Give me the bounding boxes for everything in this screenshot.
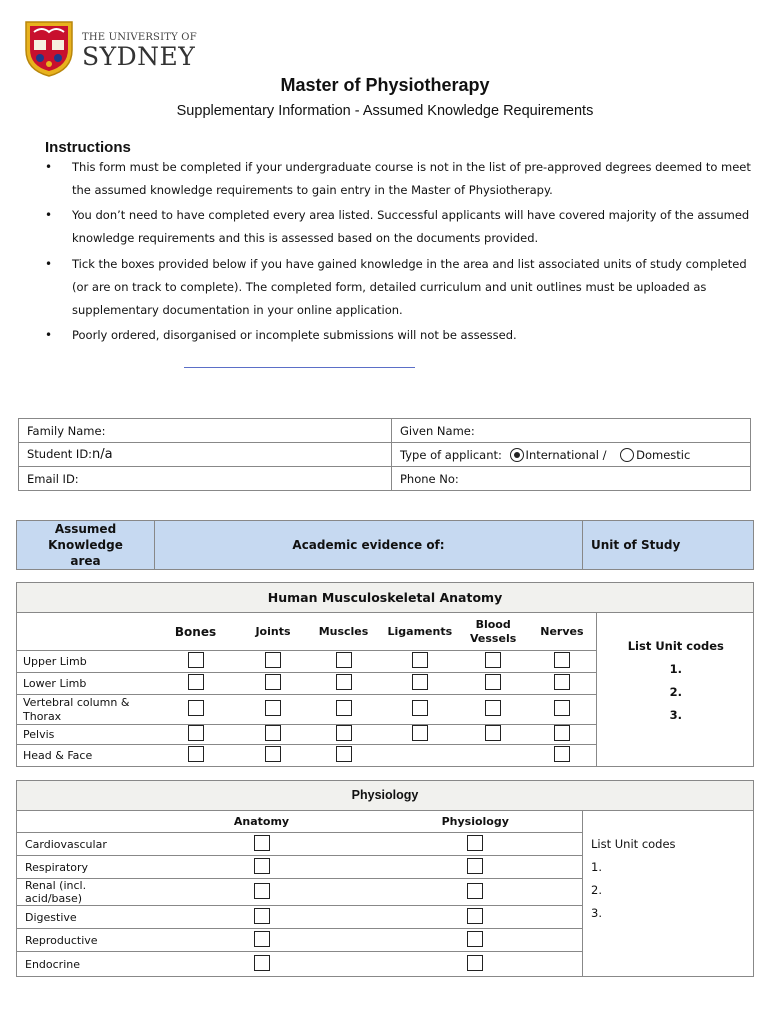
upper-limb-nerves-checkbox[interactable]	[554, 652, 570, 668]
col-muscles: Muscles	[306, 613, 382, 651]
digestive-physiology-checkbox[interactable]	[467, 908, 483, 924]
vertebral-ligaments-checkbox[interactable]	[412, 700, 428, 716]
given-name-field[interactable]	[392, 419, 751, 443]
header-area-cell	[17, 521, 155, 570]
header-evidence-cell	[155, 521, 583, 570]
header-area-line1: Assumed Knowledge	[48, 522, 123, 552]
endocrine-anatomy-checkbox[interactable]	[254, 955, 270, 971]
upper-limb-bones-checkbox[interactable]	[188, 652, 204, 668]
cardiovascular-physiology-checkbox[interactable]	[467, 835, 483, 851]
bullet-icon: •	[45, 160, 53, 174]
cardiovascular-anatomy-checkbox[interactable]	[254, 835, 270, 851]
instruction-4-line-1: Poorly ordered, disorganised or incomplete submissions will not be assessed.	[72, 328, 517, 342]
renal-physiology-checkbox[interactable]	[467, 883, 483, 899]
row-cardiovascular: Cardiovascular	[17, 833, 155, 856]
domestic-radio[interactable]	[620, 448, 634, 462]
student-id-value: n/a	[92, 447, 113, 462]
col-physiology: Physiology	[369, 811, 583, 833]
page-subtitle: Supplementary Information - Assumed Knowledge Requirements	[176, 103, 594, 119]
university-crest-icon	[24, 20, 74, 78]
physiology-section-title: Physiology	[16, 780, 754, 811]
head-face-nerves-checkbox[interactable]	[554, 746, 570, 762]
row-digestive: Digestive	[17, 906, 155, 929]
header-unit-cell	[583, 521, 754, 570]
vertebral-nerves-checkbox[interactable]	[554, 700, 570, 716]
row-vertebral-column: Vertebral column & Thorax	[17, 695, 151, 725]
upper-limb-vessels-checkbox[interactable]	[485, 652, 501, 668]
pelvis-joints-checkbox[interactable]	[265, 725, 281, 741]
phone-label: Phone No:	[400, 471, 459, 486]
vertebral-bones-checkbox[interactable]	[188, 700, 204, 716]
given-name-label: Given Name:	[400, 423, 475, 438]
bullet-icon: •	[45, 208, 53, 222]
family-name-field[interactable]	[19, 419, 392, 443]
row-endocrine: Endocrine	[17, 952, 155, 977]
row-reproductive: Reproductive	[17, 929, 155, 952]
pelvis-nerves-checkbox[interactable]	[554, 725, 570, 741]
header-unit-label: Unit of Study	[591, 538, 681, 552]
applicant-info-table	[18, 418, 751, 491]
instructions-heading: Instructions	[45, 139, 131, 156]
header-evidence-label: Academic evidence of:	[292, 538, 445, 552]
instruction-1-line-2: the assumed knowledge requirements to gain entry in the Master of Physiotherapy.	[72, 183, 553, 197]
anatomy-unit-2: 2.	[669, 685, 682, 699]
vertebral-muscles-checkbox[interactable]	[336, 700, 352, 716]
instruction-2-line-2: knowledge requirements and this is assessed based on the documents provided.	[72, 231, 539, 245]
endocrine-physiology-checkbox[interactable]	[467, 955, 483, 971]
lower-limb-vessels-checkbox[interactable]	[485, 674, 501, 690]
col-nerves: Nerves	[528, 613, 596, 651]
row-head-face: Head & Face	[17, 745, 151, 767]
student-id-field[interactable]	[19, 443, 392, 467]
lower-limb-ligaments-checkbox[interactable]	[412, 674, 428, 690]
physiology-unit-3: 3.	[591, 906, 602, 920]
email-field[interactable]	[19, 467, 392, 491]
anatomy-unit-1: 1.	[669, 662, 682, 676]
family-name-label: Family Name:	[27, 423, 106, 438]
respiratory-anatomy-checkbox[interactable]	[254, 858, 270, 874]
head-face-bones-checkbox[interactable]	[188, 746, 204, 762]
instruction-1-line-1: This form must be completed if your undergraduate course is not in the list of pre-approved degrees deemed to meet	[72, 160, 751, 174]
col-joints: Joints	[241, 613, 306, 651]
row-upper-limb: Upper Limb	[17, 651, 151, 673]
col-bones: Bones	[151, 613, 241, 651]
row-renal: Renal (incl. acid/base)	[17, 879, 155, 906]
instruction-3-line-2: (or are on track to complete). The completed form, detailed curriculum and unit outlines must be uploaded as	[72, 280, 707, 294]
anatomy-corner-cell	[17, 613, 151, 651]
pelvis-ligaments-checkbox[interactable]	[412, 725, 428, 741]
physiology-table	[16, 810, 754, 977]
student-id-label: Student ID:	[27, 447, 93, 461]
vertebral-joints-checkbox[interactable]	[265, 700, 281, 716]
col-anatomy: Anatomy	[155, 811, 369, 833]
page-title: Master of Physiotherapy	[280, 75, 490, 95]
row-respiratory: Respiratory	[17, 856, 155, 879]
logo-text-line2: SYDNEY	[82, 42, 196, 71]
lower-limb-nerves-checkbox[interactable]	[554, 674, 570, 690]
head-face-muscles-checkbox[interactable]	[336, 746, 352, 762]
lower-limb-muscles-checkbox[interactable]	[336, 674, 352, 690]
reproductive-physiology-checkbox[interactable]	[467, 931, 483, 947]
instruction-2-line-1: You don’t need to have completed every area listed. Successful applicants will have covered majority of the assumed	[72, 208, 750, 222]
physiology-units-label: List Unit codes	[591, 837, 676, 851]
physiology-corner-cell	[17, 811, 155, 833]
applicant-type-label: Type of applicant:	[400, 447, 502, 462]
head-face-joints-checkbox[interactable]	[265, 746, 281, 762]
bullet-icon: •	[45, 257, 53, 271]
header-area-line2: area	[70, 554, 101, 568]
renal-anatomy-checkbox[interactable]	[254, 883, 270, 899]
anatomy-units-cell[interactable]	[596, 613, 753, 767]
bullet-icon: •	[45, 328, 53, 342]
upper-limb-muscles-checkbox[interactable]	[336, 652, 352, 668]
respiratory-physiology-checkbox[interactable]	[467, 858, 483, 874]
row-pelvis: Pelvis	[17, 725, 151, 745]
physiology-units-cell[interactable]	[583, 811, 754, 977]
lower-limb-joints-checkbox[interactable]	[265, 674, 281, 690]
university-logo	[24, 20, 197, 78]
col-ligaments: Ligaments	[382, 613, 459, 651]
digestive-anatomy-checkbox[interactable]	[254, 908, 270, 924]
pelvis-bones-checkbox[interactable]	[188, 725, 204, 741]
logo-text-line1: THE UNIVERSITY OF	[82, 32, 197, 43]
applicant-type-field	[392, 443, 751, 467]
assumed-knowledge-header	[16, 520, 754, 570]
anatomy-section-title: Human Musculoskeletal Anatomy	[16, 582, 754, 613]
anatomy-unit-3: 3.	[669, 708, 682, 722]
row-lower-limb: Lower Limb	[17, 673, 151, 695]
hyperlink-underline	[184, 367, 415, 368]
col-blood-vessels: Blood Vessels	[458, 613, 528, 651]
physiology-unit-2: 2.	[591, 883, 602, 897]
vertebral-vessels-checkbox[interactable]	[485, 700, 501, 716]
email-label: Email ID:	[27, 471, 79, 486]
anatomy-units-label: List Unit codes	[627, 639, 724, 653]
phone-field[interactable]	[392, 467, 751, 491]
upper-limb-ligaments-checkbox[interactable]	[412, 652, 428, 668]
instruction-3-line-1: Tick the boxes provided below if you have gained knowledge in the area and list associated units of study completed	[72, 257, 747, 271]
reproductive-anatomy-checkbox[interactable]	[254, 931, 270, 947]
pelvis-muscles-checkbox[interactable]	[336, 725, 352, 741]
anatomy-table	[16, 612, 754, 767]
upper-limb-joints-checkbox[interactable]	[265, 652, 281, 668]
physiology-unit-1: 1.	[591, 860, 602, 874]
lower-limb-bones-checkbox[interactable]	[188, 674, 204, 690]
instruction-3-line-3: supplementary documentation in your online application.	[72, 303, 403, 317]
international-radio[interactable]	[510, 448, 524, 462]
domestic-option-label: Domestic	[636, 447, 691, 462]
pelvis-vessels-checkbox[interactable]	[485, 725, 501, 741]
international-option-label: International /	[525, 447, 607, 462]
